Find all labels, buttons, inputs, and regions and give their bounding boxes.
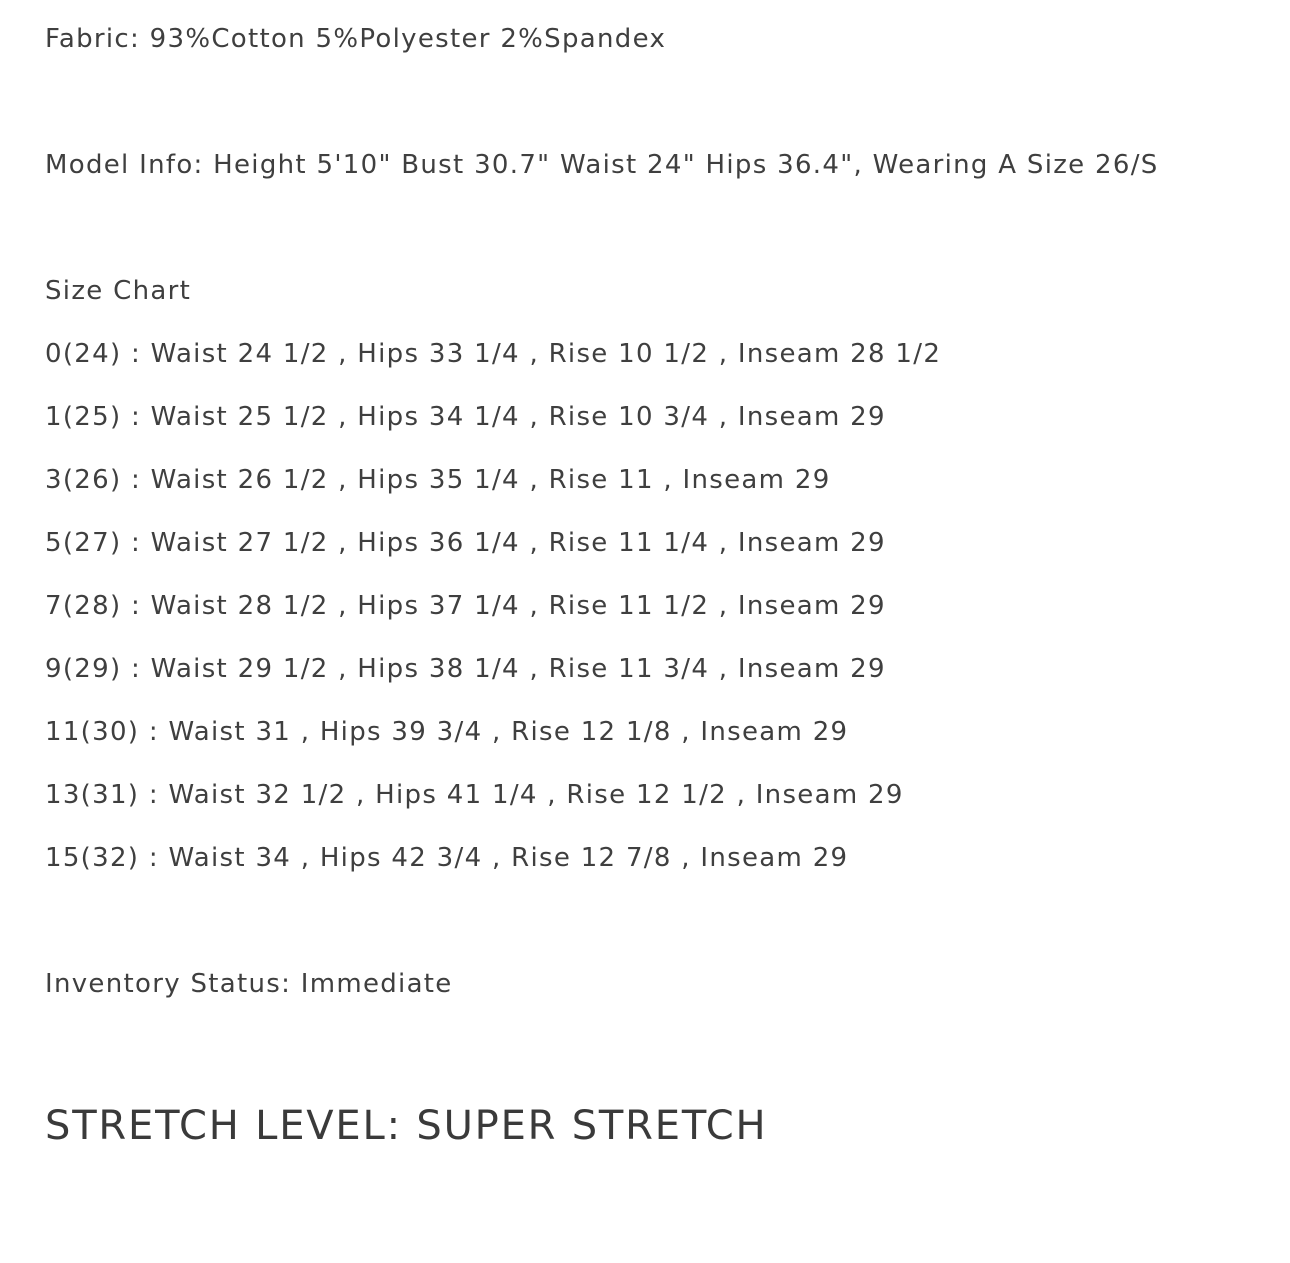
- fabric-info: Fabric: 93%Cotton 5%Polyester 2%Spandex: [45, 24, 667, 54]
- size-chart-title: Size Chart: [45, 276, 192, 306]
- inventory-status: Inventory Status: Immediate: [45, 969, 453, 999]
- model-info: Model Info: Height 5'10" Bust 30.7" Waist 24" Hips 36.4", Wearing A Size 26/S: [45, 150, 1159, 180]
- size-chart-row: 11(30) : Waist 31 , Hips 39 3/4 , Rise 12 1/8 , Inseam 29: [45, 717, 849, 747]
- size-chart-row: 15(32) : Waist 34 , Hips 42 3/4 , Rise 12 7/8 , Inseam 29: [45, 843, 849, 873]
- size-chart-row: 0(24) : Waist 24 1/2 , Hips 33 1/4 , Rise 10 1/2 , Inseam 28 1/2: [45, 339, 942, 369]
- size-chart-row: 13(31) : Waist 32 1/2 , Hips 41 1/4 , Rise 12 1/2 , Inseam 29: [45, 780, 904, 810]
- stretch-level-heading: STRETCH LEVEL: SUPER STRETCH: [45, 1103, 768, 1149]
- size-chart-row: 5(27) : Waist 27 1/2 , Hips 36 1/4 , Rise 11 1/4 , Inseam 29: [45, 528, 886, 558]
- size-chart-row: 7(28) : Waist 28 1/2 , Hips 37 1/4 , Rise 11 1/2 , Inseam 29: [45, 591, 886, 621]
- size-chart-row: 9(29) : Waist 29 1/2 , Hips 38 1/4 , Rise 11 3/4 , Inseam 29: [45, 654, 886, 684]
- size-chart-row: 1(25) : Waist 25 1/2 , Hips 34 1/4 , Rise 10 3/4 , Inseam 29: [45, 402, 886, 432]
- size-chart-row: 3(26) : Waist 26 1/2 , Hips 35 1/4 , Rise 11 , Inseam 29: [45, 465, 831, 495]
